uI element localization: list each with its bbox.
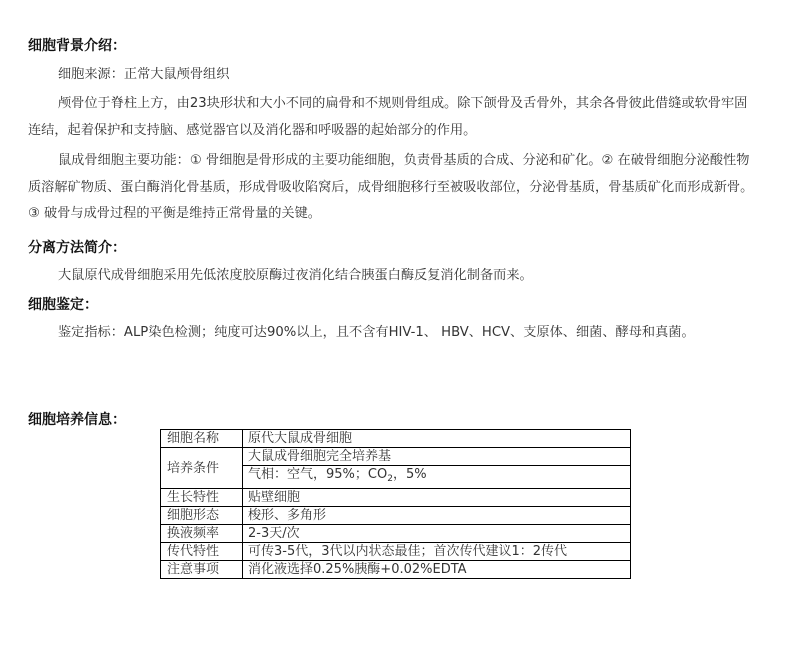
background-heading: 细胞背景介绍： — [28, 38, 126, 54]
table-row — [161, 448, 631, 466]
identification-text: 鉴定指标：ALP染色检测；纯度可达90%以上，且不含有HIV-1、 HBV、HCV、支原体、细菌、酵母和真菌。 — [58, 325, 695, 340]
row-label: 注意事项 — [161, 561, 243, 579]
row-value: 2-3天/次 — [243, 525, 631, 543]
row-value: 大鼠成骨细胞完全培养基 — [243, 448, 631, 466]
row-value: 原代大鼠成骨细胞 — [243, 430, 631, 448]
row-label: 细胞名称 — [161, 430, 243, 448]
isolation-text: 大鼠原代成骨细胞采用先低浓度胶原酶过夜消化结合胰蛋白酶反复消化制备而来。 — [58, 268, 533, 283]
table-row — [161, 430, 631, 448]
row-label: 生长特性 — [161, 489, 243, 507]
co2-subscript: 2 — [387, 474, 393, 484]
table-row — [161, 489, 631, 507]
row-label: 细胞形态 — [161, 507, 243, 525]
osteoblast-function-paragraph: 鼠成骨细胞主要功能：① 骨细胞是骨形成的主要功能细胞，负责骨基质的合成、分泌和矿化。② 在破骨细胞分泌酸性物质溶解矿物质、蛋白酶消化骨基质，形成骨吸收陷窝后，成骨细胞移行至被吸收部位，分泌骨基质，骨基质矿化而形成新骨。③ 破骨与成骨过程的平衡是维持正常骨量的关键。 — [28, 153, 754, 221]
row-value: 可传3-5代，3代以内状态最佳；首次传代建议1：2传代 — [243, 543, 631, 561]
row-value: 贴壁细胞 — [243, 489, 631, 507]
gas-text-end: ，5% — [392, 467, 427, 482]
isolation-heading: 分离方法简介： — [28, 240, 126, 256]
culture-info-table — [160, 429, 631, 579]
skull-description-paragraph: 颅骨位于脊柱上方，由23块形状和大小不同的扁骨和不规则骨组成。除下颌骨及舌骨外，其余各骨彼此借缝或软骨牢固连结，起着保护和支持脑、感觉器官以及消化器和呼吸器的起始部分的作用。 — [28, 96, 748, 138]
row-value: 梭形、多角形 — [243, 507, 631, 525]
table-row — [161, 543, 631, 561]
table-row — [161, 561, 631, 579]
table-row — [161, 507, 631, 525]
row-label: 传代特性 — [161, 543, 243, 561]
culture-heading: 细胞培养信息： — [28, 412, 126, 428]
table-row — [161, 525, 631, 543]
gas-text: 气相：空气，95%；CO — [248, 467, 388, 482]
row-label: 培养条件 — [161, 448, 243, 489]
row-value: 消化液选择0.25%胰酶+0.02%EDTA — [243, 561, 631, 579]
row-label: 换液频率 — [161, 525, 243, 543]
identification-heading: 细胞鉴定： — [28, 297, 98, 313]
cell-source-text: 细胞来源：正常大鼠颅骨组织 — [58, 67, 230, 82]
row-value-gas — [243, 466, 631, 489]
